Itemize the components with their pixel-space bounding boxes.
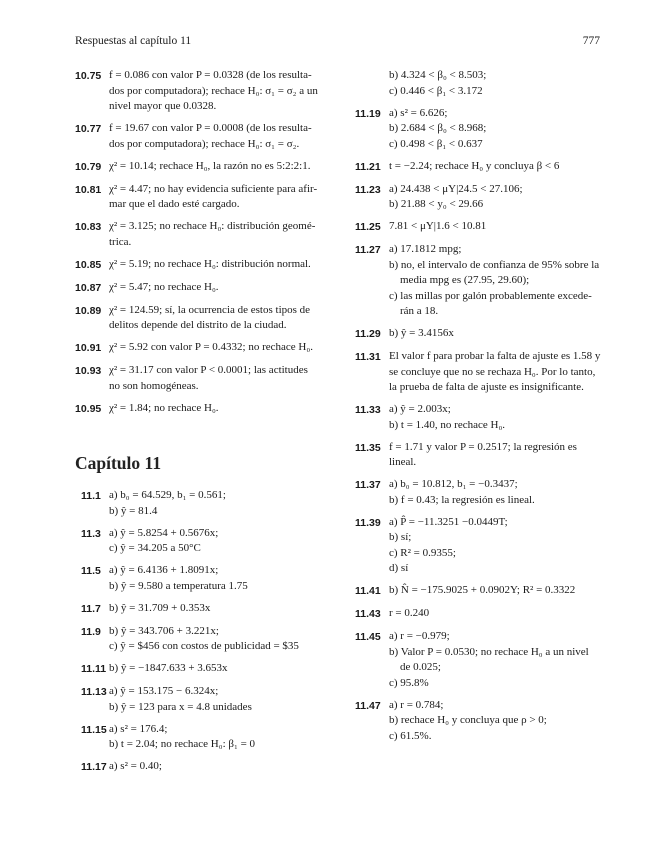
- exercise-number: 11.33: [355, 404, 381, 416]
- exercise-number: 11.5: [81, 565, 101, 577]
- answer-entry: [355, 219, 617, 236]
- answer-line: c) 61.5%.: [389, 729, 432, 742]
- exercise-number: 10.75: [75, 70, 102, 82]
- answer-text: [389, 219, 617, 236]
- answer-text: [109, 159, 341, 176]
- answer-line: El valor f para probar la falta de ajuste es 1.58 y: [389, 350, 601, 362]
- answer-line: a) b₀ = 10.812, b₁ = −0.3437;: [389, 478, 518, 490]
- answer-line: c) 0.446 < β₁ < 3.172: [389, 84, 483, 97]
- answer-line: r = 0.240: [389, 607, 430, 619]
- exercise-number: 10.91: [75, 342, 102, 354]
- answer-text: [109, 219, 341, 250]
- answer-line: χ² = 10.14; rechace H₀, la razón no es 5:2:2:1.: [109, 159, 311, 172]
- answer-text: [109, 68, 341, 115]
- answer-line: χ² = 31.17 con valor P < 0.0001; las actitudes: [109, 364, 308, 376]
- answer-entry: [75, 759, 341, 776]
- answer-text: [389, 159, 617, 176]
- answer-line: c) ŷ = $456 con costos de publicidad = $35: [109, 640, 299, 652]
- answer-text: [389, 326, 617, 343]
- answer-line: c) 95.8%: [389, 676, 429, 689]
- page-number: 777: [582, 35, 600, 47]
- answer-line: b) ŷ = 343.706 + 3.221x;: [109, 624, 219, 637]
- answer-line: media mpg es (27.95, 29.60);: [400, 274, 530, 286]
- answer-line: trica.: [109, 235, 132, 248]
- answer-text: [389, 349, 617, 396]
- right-answer-list: [355, 68, 617, 744]
- exercise-number: 11.3: [81, 527, 101, 540]
- answer-text: [389, 182, 617, 213]
- answer-text: [109, 563, 341, 594]
- answer-entry: [355, 440, 617, 471]
- answer-line: b) t = 1.40, no rechace H₀.: [389, 418, 506, 431]
- answer-line: 7.81 < μY|1.6 < 10.81: [389, 220, 487, 232]
- answer-entry: [355, 629, 617, 691]
- answer-line: b) no, el intervalo de confianza de 95% sobre la: [389, 258, 600, 271]
- answer-text: [109, 624, 341, 655]
- answer-entry: [75, 363, 341, 394]
- answer-entry: [75, 526, 341, 557]
- exercise-number: 11.27: [355, 244, 381, 256]
- answer-line: a) ŷ = 153.175 − 6.324x;: [109, 685, 219, 697]
- answer-line: c) ŷ = 34.205 a 50°C: [109, 542, 201, 554]
- answer-text: [389, 477, 617, 508]
- answer-entry: [75, 601, 341, 618]
- answer-entry: [75, 488, 341, 519]
- answer-line: a) 17.1812 mpg;: [389, 243, 462, 255]
- answer-entry: [75, 722, 341, 753]
- answer-line: a) b₀ = 64.529, b₁ = 0.561;: [109, 489, 226, 501]
- right-column: [355, 68, 617, 751]
- answer-line: χ² = 124.59; sí, la ocurrencia de estos tipos de: [109, 303, 311, 316]
- answer-line: t = −2.24; rechace H₀ y concluya β < 6: [389, 159, 560, 172]
- exercise-number: 11.25: [355, 221, 381, 233]
- answer-text: [389, 106, 617, 153]
- answer-text: [109, 363, 341, 394]
- answer-line: a) r = 0.784;: [389, 698, 444, 711]
- answer-entry: [355, 106, 617, 153]
- left-answer-list: [75, 68, 341, 417]
- exercise-number: 11.47: [355, 699, 381, 712]
- answer-line: a) r = −0.979;: [389, 630, 450, 642]
- answer-line: b) 4.324 < β₀ < 8.503;: [389, 69, 487, 81]
- answer-line: a) 24.438 < μY|24.5 < 27.106;: [389, 182, 523, 195]
- exercise-number: 10.77: [75, 123, 102, 135]
- exercise-number: 11.11: [81, 663, 107, 675]
- answer-entry: [75, 303, 341, 334]
- answer-text: [109, 257, 341, 274]
- answer-line: χ² = 5.19; no rechace H₀: distribución normal.: [109, 257, 311, 270]
- answer-entry: [355, 349, 617, 396]
- answer-text: [109, 488, 341, 519]
- answer-entry: [75, 401, 341, 418]
- answer-text: [109, 280, 341, 297]
- chapter-title: Capítulo 11: [75, 453, 162, 473]
- answer-text: [389, 440, 617, 471]
- answer-entry: [75, 340, 341, 357]
- answer-line: lineal.: [389, 456, 417, 468]
- answer-line: a) ŷ = 6.4136 + 1.8091x;: [109, 564, 219, 576]
- answer-line: χ² = 4.47; no hay evidencia suficiente para afir-: [109, 182, 318, 195]
- exercise-number: 11.9: [81, 625, 101, 638]
- answer-entry: [355, 698, 617, 745]
- exercise-number: 10.89: [75, 304, 102, 317]
- answer-line: c) R² = 0.9355;: [389, 546, 456, 559]
- answer-text: [109, 601, 341, 618]
- answer-entry: [75, 68, 341, 115]
- answer-entry: [75, 624, 341, 655]
- exercise-number: 11.43: [355, 608, 381, 620]
- answer-entry: [355, 182, 617, 213]
- exercise-number: [355, 68, 389, 99]
- answer-text: [109, 182, 341, 213]
- answer-text: [389, 515, 617, 577]
- answer-text: [109, 303, 341, 334]
- answer-line: mar que el dado esté cargado.: [109, 198, 240, 210]
- exercise-number: 11.23: [355, 183, 381, 196]
- answer-entry: [355, 515, 617, 577]
- answer-text: [389, 698, 617, 745]
- answer-line: a) ŷ = 2.003x;: [389, 403, 451, 415]
- exercise-number: 11.41: [355, 585, 381, 597]
- answer-line: χ² = 1.84; no rechace H₀.: [109, 401, 219, 414]
- answer-line: rán a 18.: [400, 305, 439, 317]
- answer-line: b) 21.88 < y₀ < 29.66: [389, 198, 484, 210]
- answer-line: f = 1.71 y valor P = 0.2517; la regresión es: [389, 440, 577, 453]
- answer-text: [389, 68, 617, 99]
- answer-entry: [75, 661, 341, 678]
- exercise-number: 11.35: [355, 441, 381, 454]
- answer-line: a) ŷ = 5.8254 + 0.5676x;: [109, 526, 219, 539]
- answer-text: [389, 629, 617, 691]
- answer-entry: [75, 159, 341, 176]
- exercise-number: 11.39: [355, 516, 381, 529]
- answer-line: nivel mayor que 0.0328.: [109, 100, 217, 112]
- answer-line: χ² = 3.125; no rechace H₀: distribución geomé-: [109, 220, 316, 232]
- answer-text: [389, 402, 617, 433]
- answer-text: [389, 583, 617, 600]
- answer-line: χ² = 5.47; no rechace H₀.: [109, 280, 219, 293]
- answer-entry: [75, 121, 341, 152]
- answer-entry: [355, 159, 617, 176]
- answer-line: delitos depende del distrito de la ciudad.: [109, 319, 287, 331]
- exercise-number: 11.13: [81, 686, 107, 698]
- answer-entry: [355, 242, 617, 320]
- answer-line: a) s² = 176.4;: [109, 722, 168, 735]
- exercise-number: 11.31: [355, 351, 381, 363]
- answer-line: b) sí;: [389, 531, 412, 543]
- answer-text: [109, 661, 341, 678]
- answer-line: b) 2.684 < β₀ < 8.968;: [389, 122, 487, 134]
- exercise-number: 11.7: [81, 602, 101, 615]
- answer-line: b) t = 2.04; no rechace H₀: β₁ = 0: [109, 738, 256, 750]
- answer-line: no son homogéneas.: [109, 379, 199, 392]
- answer-entry: [75, 219, 341, 250]
- answer-line: b) ŷ = 123 para x = 4.8 unidades: [109, 700, 252, 713]
- answer-entry: [355, 583, 617, 600]
- answer-line: dos por computadora); rechace H₀: σ₁ = σ₂.: [109, 137, 300, 150]
- exercise-number: 10.81: [75, 183, 102, 196]
- answer-entry: [355, 402, 617, 433]
- answer-line: b) ŷ = 3.4156x: [389, 327, 454, 339]
- answer-line: dos por computadora); rechace H₀: σ₁ = σ₂ a un: [109, 84, 318, 97]
- answer-entry: [75, 182, 341, 213]
- exercise-number: 11.37: [355, 479, 381, 491]
- answer-entry: [355, 326, 617, 343]
- exercise-number: 11.15: [81, 723, 107, 736]
- exercise-number: 11.21: [355, 160, 381, 173]
- answer-entry: [75, 257, 341, 274]
- exercise-number: 10.93: [75, 365, 102, 377]
- answer-text: [109, 759, 341, 776]
- answer-text: [109, 526, 341, 557]
- answer-line: χ² = 5.92 con valor P = 0.4332; no rechace H₀.: [109, 341, 313, 353]
- exercise-number: 10.87: [75, 281, 102, 294]
- answer-line: la prueba de falta de ajuste es insignificante.: [389, 381, 584, 393]
- exercise-number: 10.79: [75, 160, 102, 173]
- chapter-answer-list: [75, 488, 341, 776]
- exercise-number: 10.95: [75, 402, 102, 415]
- answer-text: [109, 722, 341, 753]
- answer-line: a) s² = 6.626;: [389, 106, 448, 119]
- answer-entry: [355, 68, 617, 99]
- answer-line: a) s² = 0.40;: [109, 760, 162, 772]
- exercise-number: 11.17: [81, 761, 107, 773]
- answer-entry: [355, 477, 617, 508]
- answer-line: c) 0.498 < β₁ < 0.637: [389, 137, 483, 150]
- answer-line: b) Valor P = 0.0530; no rechace H₀ a un nivel: [389, 645, 589, 658]
- answer-line: a) P̂ = −11.3251 −0.0449T;: [389, 515, 508, 528]
- exercise-number: 11.45: [355, 631, 381, 643]
- answer-text: [389, 606, 617, 623]
- answer-entry: [75, 280, 341, 297]
- answer-text: [109, 684, 341, 715]
- exercise-number: 10.85: [75, 258, 102, 271]
- answer-line: b) ŷ = 31.709 + 0.353x: [109, 601, 211, 614]
- answer-text: [109, 401, 341, 418]
- answer-entry: [75, 684, 341, 715]
- answer-line: de 0.025;: [400, 661, 441, 673]
- running-header: Respuestas al capítulo 11: [75, 35, 192, 47]
- answer-text: [389, 242, 617, 320]
- answer-text: [109, 340, 341, 357]
- exercise-number: 10.83: [75, 221, 102, 233]
- answer-text: [109, 121, 341, 152]
- answer-line: f = 19.67 con valor P = 0.0008 (de los resulta-: [109, 122, 312, 134]
- answer-line: se concluye que no se rechaza H₀. Por lo tanto,: [389, 365, 596, 378]
- answer-line: b) ŷ = −1847.633 + 3.653x: [109, 662, 228, 674]
- exercise-number: 11.1: [81, 490, 101, 502]
- answer-line: b) ŷ = 9.580 a temperatura 1.75: [109, 579, 248, 592]
- exercise-number: 11.19: [355, 107, 381, 120]
- answer-line: b) N̂ = −175.9025 + 0.0902Y; R² = 0.3322: [389, 584, 576, 596]
- answer-line: f = 0.086 con valor P = 0.0328 (de los resulta-: [109, 69, 312, 81]
- answer-entry: [355, 606, 617, 623]
- answer-line: b) f = 0.43; la regresión es lineal.: [389, 493, 535, 506]
- exercise-number: 11.29: [355, 328, 381, 340]
- answer-line: d) sí: [389, 562, 409, 574]
- answer-line: c) las millas por galón probablemente excede-: [389, 289, 592, 302]
- answer-line: b) ŷ = 81.4: [109, 504, 158, 517]
- left-column: [75, 68, 341, 782]
- answer-entry: [75, 563, 341, 594]
- answer-line: b) rechace H₀ y concluya que ρ > 0;: [389, 714, 547, 726]
